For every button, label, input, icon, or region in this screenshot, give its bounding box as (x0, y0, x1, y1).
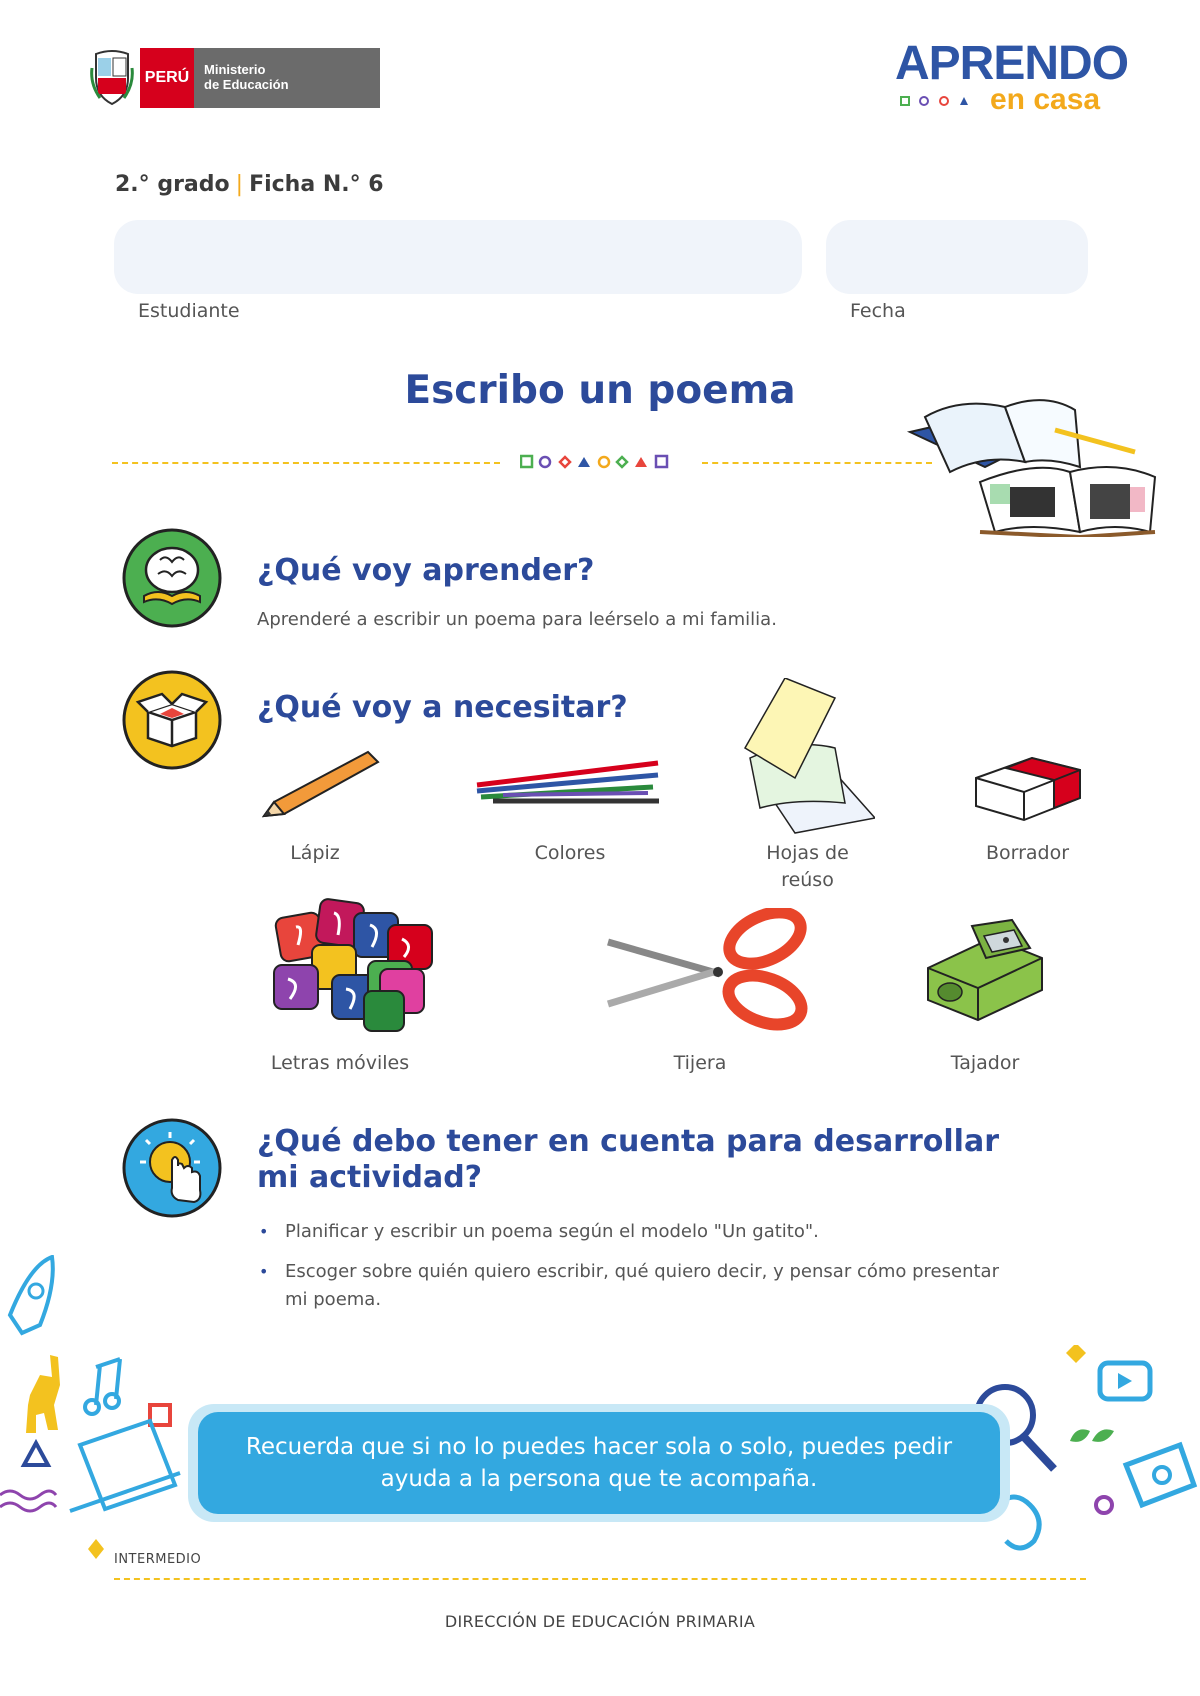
item-label-letters: Letras móviles (270, 1052, 410, 1074)
sharpener-icon (922, 918, 1047, 1023)
reuse-paper-icon (735, 678, 875, 838)
item-label-sharpener: Tajador (950, 1052, 1020, 1074)
title-divider-right (702, 462, 932, 464)
aprendo-en-casa-logo (895, 37, 1129, 120)
brand-bottom-text: en casa (990, 83, 1101, 116)
level-label: INTERMEDIO (114, 1552, 202, 1567)
ministry-name: Ministerio de Educación (194, 48, 380, 108)
footer-text: DIRECCIÓN DE EDUCACIÓN PRIMARIA (444, 1612, 756, 1631)
pencil-icon (258, 748, 383, 823)
item-label-scissors: Tijera (673, 1052, 727, 1074)
coat-of-arms-icon (90, 48, 134, 106)
help-callout (198, 1412, 1000, 1514)
colored-pencils-icon (473, 755, 663, 810)
movable-letters-icon (268, 895, 438, 1045)
open-books-illustration (905, 392, 1160, 537)
section-text-learn: Aprenderé a escribir un poema para leérselo a mi familia. (257, 609, 777, 630)
scissors-icon (600, 908, 810, 1033)
item-label-paper: Hojas de reúso (766, 842, 849, 891)
ministry-logo (90, 48, 380, 108)
section-heading-materials: ¿Qué voy a necesitar? (257, 690, 628, 725)
section-heading-considerations: ¿Qué debo tener en cuenta para desarrollar mi actividad? (257, 1124, 999, 1195)
item-label-pencil: Lápiz (290, 842, 340, 864)
box-icon (120, 668, 224, 772)
list-item: • Planificar y escribir un poema según el modelo "Un gatito". (257, 1218, 1017, 1246)
country-badge: PERÚ (140, 48, 194, 108)
brand-shapes-icon (900, 94, 985, 108)
title-shapes-icon (520, 452, 680, 472)
list-item: • Escoger sobre quién quiero escribir, qué quiero decir, y pensar cómo presentar mi poema. (257, 1258, 1017, 1314)
grade-label: 2.° grado (115, 172, 230, 197)
item-label-colors: Colores (534, 842, 606, 864)
grade-sheet-line (115, 172, 384, 197)
brand-top-text: APRENDO (895, 37, 1129, 90)
title-divider-left (112, 462, 500, 464)
page-title: Escribo un poema (404, 368, 796, 413)
student-name-field[interactable] (114, 220, 802, 294)
brain-book-icon (120, 526, 224, 630)
touch-hand-icon (120, 1116, 224, 1220)
eraser-icon (972, 748, 1084, 828)
section-heading-learn: ¿Qué voy aprender? (257, 553, 595, 588)
callout-text: Recuerda que si no lo puedes hacer sola o solo, puedes pedir ayuda a la persona que te acompaña. (245, 1434, 953, 1492)
doodles-left-decoration (0, 1255, 185, 1565)
separator: | (235, 172, 244, 197)
considerations-list (257, 1218, 1017, 1326)
sheet-number: Ficha N.° 6 (249, 172, 384, 197)
date-field[interactable] (826, 220, 1088, 294)
student-label: Estudiante (138, 300, 240, 322)
date-label: Fecha (850, 300, 906, 322)
item-label-eraser: Borrador (985, 842, 1070, 864)
footer-divider (114, 1578, 1086, 1580)
